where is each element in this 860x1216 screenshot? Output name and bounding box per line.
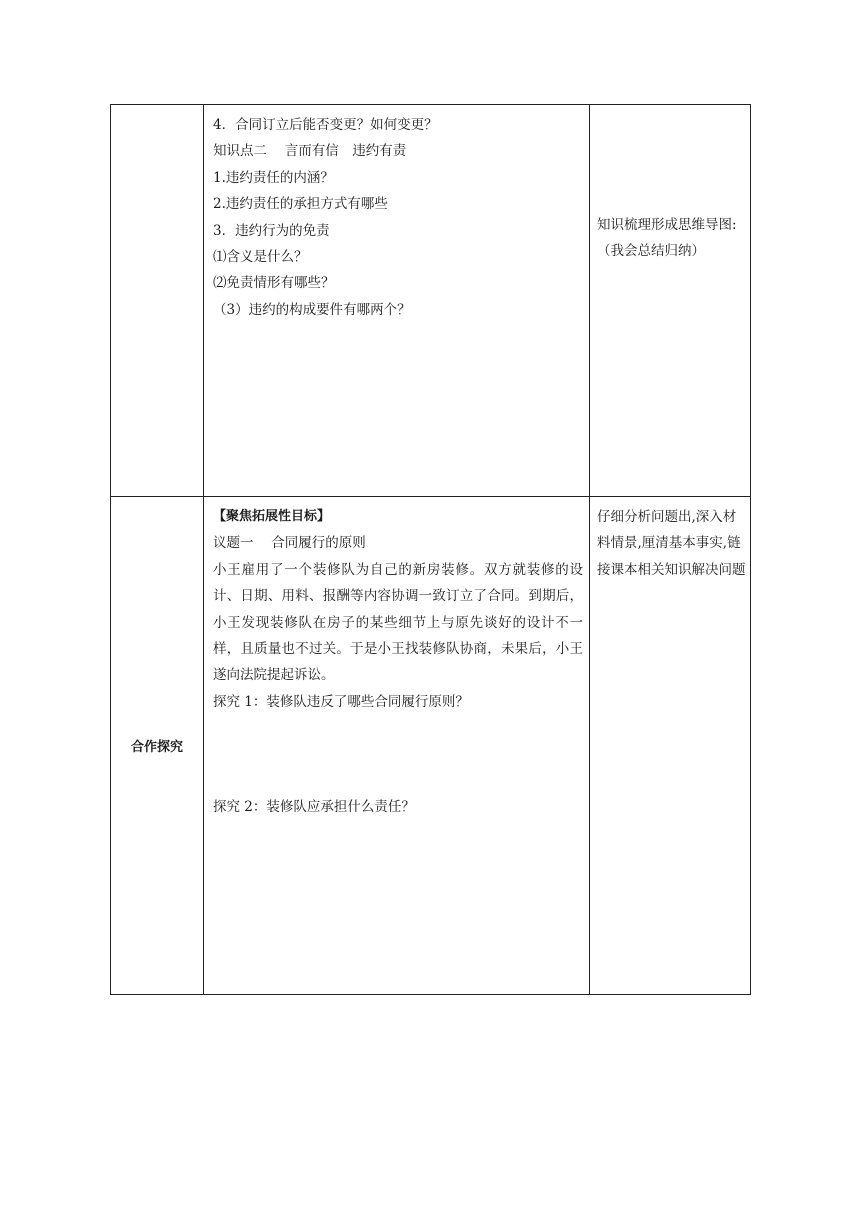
row-label-cell — [111, 497, 204, 995]
note-cell — [590, 497, 751, 995]
section-heading: 知识点二 言而有信 违约有责 — [213, 143, 407, 160]
row-label: 合作探究 — [130, 740, 183, 755]
answer-space — [213, 715, 583, 794]
row-label-cell — [111, 105, 204, 497]
content-cell — [204, 105, 590, 497]
question-1: 探究 1：装修队违反了哪些合同履行原则？ — [213, 693, 469, 710]
side-note: 仔细分析问题出,深入材料情景,厘清基本事实,链接课本相关知识解决问题 — [597, 509, 746, 578]
table-row — [111, 497, 751, 995]
question-line: ⑵免责情形有哪些？ — [213, 275, 335, 292]
inquiry-content — [204, 497, 589, 821]
question-line: ⑴含义是什么？ — [213, 249, 308, 266]
question-2: 探究 2：装修队应承担什么责任？ — [213, 799, 415, 816]
side-note: 知识梳理形成思维导图:（我会总结归纳） — [597, 217, 737, 260]
question-line: 3．违约行为的免责 — [213, 222, 330, 239]
topic-title: 议题一 合同履行的原则 — [213, 535, 366, 552]
knowledge-points — [204, 105, 589, 323]
goal-heading: 【聚焦拓展性目标】 — [213, 509, 331, 524]
question-line: 1.违约责任的内涵？ — [213, 169, 334, 186]
question-line: 2.违约责任的承担方式有哪些 — [213, 196, 388, 213]
table-row — [111, 105, 751, 497]
question-line: （3）违约的构成要件有哪两个？ — [213, 301, 411, 318]
lesson-plan-table — [110, 104, 751, 995]
question-line: 4．合同订立后能否变更？如何变更？ — [213, 117, 438, 133]
note-cell — [590, 105, 751, 497]
case-text: 小王雇用了一个装修队为自己的新房装修。双方就装修的设计、日期、用料、报酬等内容协调一致订立了合同。到期后，小王发现装修队在房子的某些细节上与原先谈好的设计不一样，且质量也不过关。于是小王找装修队协商，未果后，小王遂向法院提起诉讼。 — [213, 561, 583, 684]
content-cell — [204, 497, 590, 995]
